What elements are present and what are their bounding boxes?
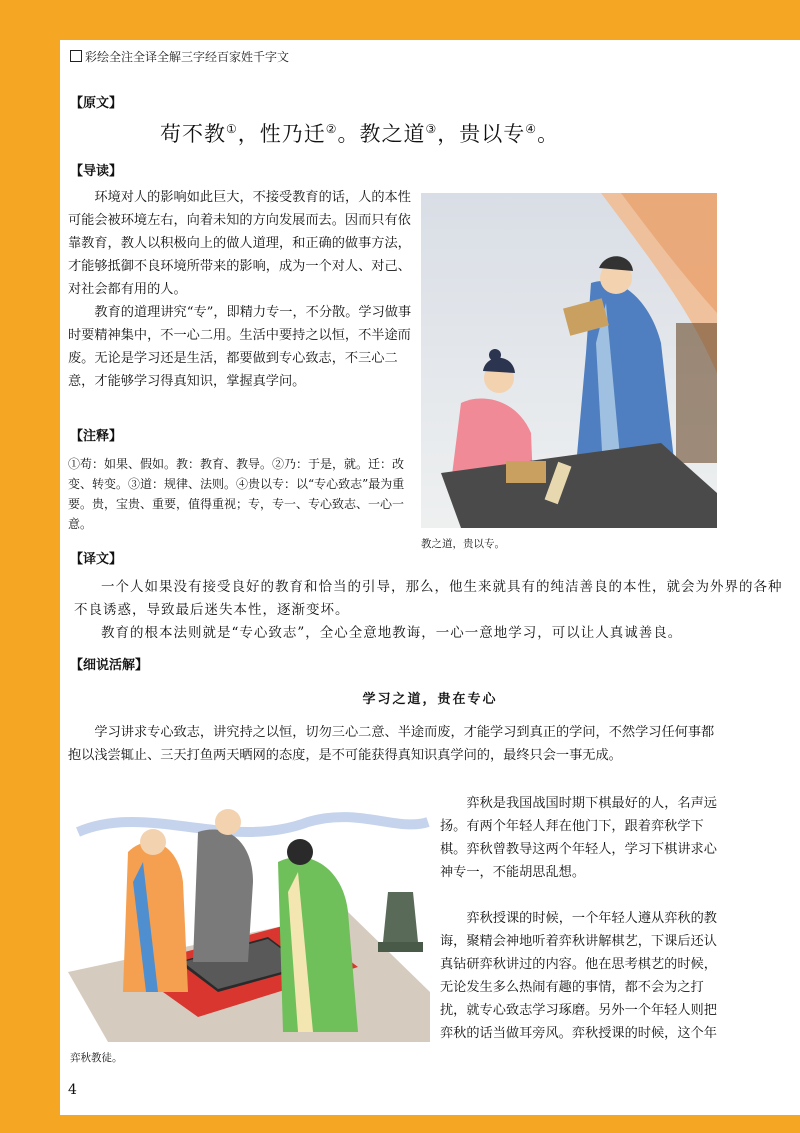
original-text: 苟不教①，性乃迁②。教之道③，贵以专④。 [160, 122, 560, 146]
guide-paragraph-2: 教育的道理讲究“专”，即精力专一，不分散。学习做事时要精神集中，不一心二用。生活中要持之以恒，不半途而废。无论是学习还是生活，都要做到专心致志，不三心二意，才能够学习得真知识，掌握真学问。 [68, 305, 412, 389]
book-title: 彩绘全注全译全解三字经百家姓千字文 [85, 50, 290, 64]
illustration-go-lesson [68, 792, 430, 1042]
translation-paragraph-2: 教育的根本法则就是“专心致志”，全心全意地教诲，一心一意地学习，可以让人真诚善良。 [101, 625, 683, 641]
section-translation-label: 【译文】 [70, 552, 123, 567]
notes-text: ①苟：如果、假如。教：教育、教导。②乃：于是，就。迁：改变、转变。③道：规律、法则。④贵以专：以“专心致志”最为重要。贵，宝贵、重要，值得重视；专，专一、专心致志、一心一意。 [68, 457, 405, 531]
explain-intro: 学习讲求专心致志，讲究持之以恒，切勿三心二意、半途而废，才能学习到真正的学问，不然学习任何事都抱以浅尝辄止、三天打鱼两天晒网的态度，是不可能获得真知识真学问的，最终只会一事无成。 [68, 725, 715, 763]
illustration-teacher-student [421, 193, 717, 528]
explain-paragraph-2: 弈秋是我国战国时期下棋最好的人，名声远扬。有两个年轻人拜在他门下，跟着弈秋学下棋。弈秋曾教导这两个年轻人，学习下棋讲求心神专一，不能胡思乱想。 [440, 796, 717, 880]
section-guide-label: 【导读】 [70, 164, 123, 179]
checkbox-icon [70, 50, 82, 62]
translation-paragraph-1: 一个人如果没有接受良好的教育和恰当的引导，那么，他生来就具有的纯洁善良的本性，就会为外界的各种不良诱惑，导致最后迷失本性，逐渐变坏。 [74, 579, 783, 618]
illustration-1-caption: 教之道，贵以专。 [421, 538, 505, 550]
page-number: 4 [68, 1082, 77, 1098]
section-notes-label: 【注释】 [70, 429, 123, 444]
illustration-2-caption: 弈秋教徒。 [70, 1052, 123, 1064]
explain-subtitle: 学习之道，贵在专心 [362, 692, 498, 707]
explain-paragraph-3: 弈秋授课的时候，一个年轻人遵从弈秋的教诲，聚精会神地听着弈秋讲解棋艺，下课后还认真钻研弈秋讲过的内容。他在思考棋艺的时候，无论发生多么热闹有趣的事情，都不会为之打扰，就专心致志学习琢磨。另外一个年轻人则把弈秋的话当做耳旁风。弈秋授课的时候，这个年 [440, 911, 717, 1041]
section-original-label: 【原文】 [70, 96, 123, 111]
section-explain-label: 【细说活解】 [70, 658, 149, 673]
guide-paragraph-1: 环境对人的影响如此巨大，不接受教育的话，人的本性可能会被环境左右，向着未知的方向发展而去。因而只有依靠教育，教人以积极向上的做人道理，和正确的做事方法，才能够抵御不良环境所带来的影响，成为一个对人、对己、对社会都有用的人。 [68, 190, 411, 297]
book-header [70, 48, 289, 65]
page [60, 40, 800, 1115]
